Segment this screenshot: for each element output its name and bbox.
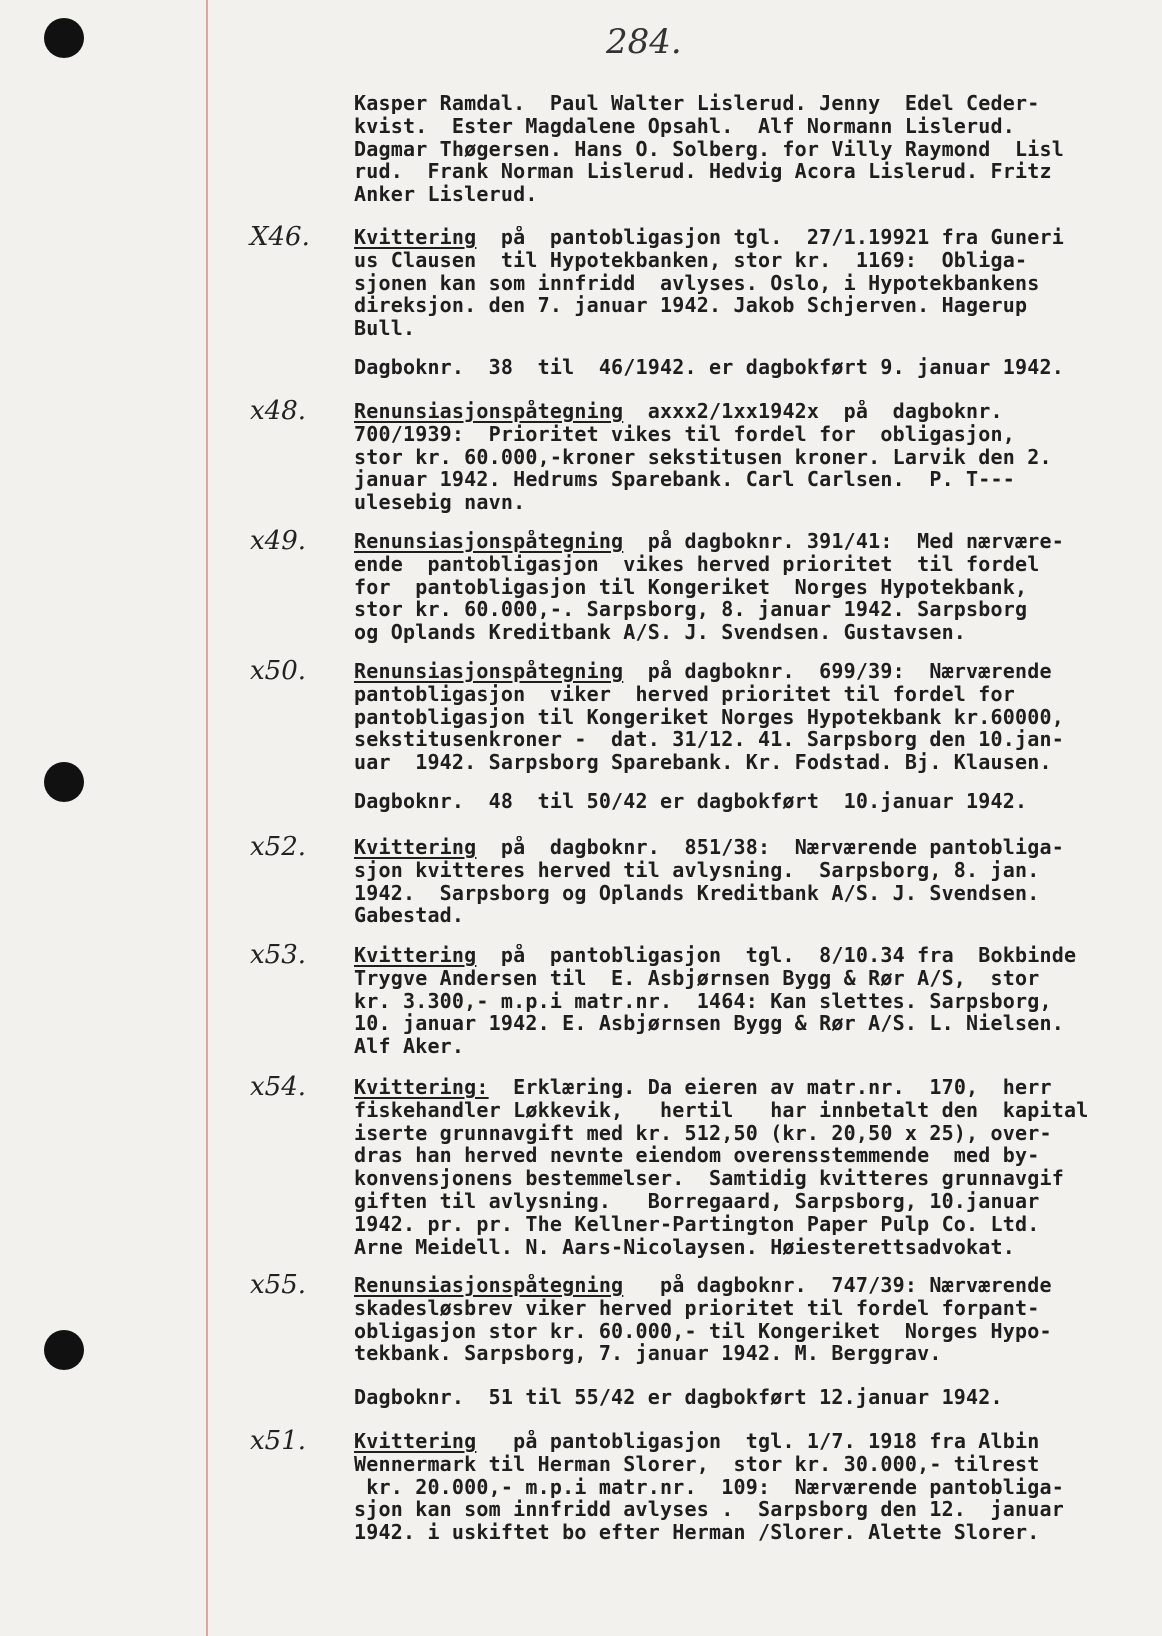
entry-heading: Kvittering (354, 944, 477, 967)
text-line: skadesløsbrev viker herved prioritet til fordel forpant- (354, 1296, 1040, 1320)
journal-entry (354, 530, 1150, 644)
journal-entry (354, 836, 1150, 927)
text-line: Alf Aker. (354, 1035, 465, 1058)
text-line: Kvittering på pantobligasjon tgl. 1/7. 1918 fra Albin (354, 1430, 1040, 1453)
text-line: uar 1942. Sarpsborg Sparebank. Kr. Fodstad. Bj. Klausen. (354, 751, 1052, 774)
text-line: stor kr. 60.000,-kroner sekstitusen kroner. Larvik den 2. (354, 445, 1052, 469)
text-line: pantobligasjon viker herved prioritet til fordel for (354, 682, 1016, 706)
journal-entry (354, 400, 1150, 514)
text-line: Dagboknr. 38 til 46/1942. er dagbokført 9. januar 1942. (354, 356, 1064, 379)
text-line: Renunsiasjonspåtegning axxx2/1xx1942x på dagboknr. (354, 400, 1003, 423)
text-line: Kvittering på pantobligasjon tgl. 8/10.34 fra Bokbinde (354, 944, 1077, 967)
binder-hole-middle (44, 762, 84, 802)
text-line: 10. januar 1942. E. Asbjørnsen Bygg & Rør A/S. L. Nielsen. (354, 1012, 1064, 1036)
entry-heading: Kvittering (354, 836, 477, 859)
text-line: Gabestad. (354, 904, 465, 928)
text-line: rud. Frank Norman Lislerud. Hedvig Acora Lislerud. Fritz (354, 160, 1052, 184)
text-line: og Oplands Kreditbank A/S. J. Svendsen. Gustavsen. (354, 621, 967, 644)
text-line: tekbank. Sarpsborg, 7. januar 1942. M. Berggrav. (354, 1342, 942, 1366)
text-line: sjonen kan som innfridd avlyses. Oslo, i Hypotekbankens (354, 271, 1040, 295)
text-line: for pantobligasjon til Kongeriket Norges Hypotekbank, (354, 575, 1028, 599)
text-line: fiskehandler Løkkevik, hertil har innbetalt den kapital (354, 1098, 1089, 1122)
text-line: kr. 3.300,- m.p.i matr.nr. 1464: Kan slettes. Sarpsborg, (354, 989, 1052, 1013)
entry-number: x48. (250, 396, 307, 426)
text-line: sjon kan som innfridd avlyses . Sarpsborg den 12. januar (354, 1498, 1064, 1522)
text-line: kvist. Ester Magdalene Opsahl. Alf Normann Lislerud. (354, 114, 1016, 138)
text-line: Trygve Andersen til E. Asbjørnsen Bygg & Rør A/S, stor (354, 966, 1040, 990)
dagbok-summary (354, 790, 1150, 813)
entry-heading: Kvittering (354, 226, 477, 249)
text-line: Anker Lislerud. (354, 183, 538, 206)
text-line: Dagmar Thøgersen. Hans O. Solberg. for Villy Raymond Lisl (354, 137, 1064, 161)
text-line: Renunsiasjonspåtegning på dagboknr. 747/39: Nærværende (354, 1274, 1052, 1297)
entry-heading: Kvittering: (354, 1076, 489, 1099)
text-line: ende pantobligasjon vikes herved prioritet til fordel (354, 552, 1040, 576)
binder-hole-top (44, 18, 84, 58)
text-line: Renunsiasjonspåtegning på dagboknr. 699/39: Nærværende (354, 660, 1052, 683)
entry-heading: Renunsiasjonspåtegning (354, 530, 624, 553)
entry-heading: Kvittering (354, 1430, 477, 1453)
journal-entry (354, 944, 1150, 1058)
entry-heading: Renunsiasjonspåtegning (354, 1274, 624, 1297)
text-line: sekstitusenkroner - dat. 31/12. 41. Sarpsborg den 10.jan- (354, 728, 1064, 752)
text-line: sjon kvitteres herved til avlysning. Sarpsborg, 8. jan. (354, 858, 1040, 882)
entry-number: X46. (250, 222, 310, 252)
text-line: Dagboknr. 48 til 50/42 er dagbokført 10.januar 1942. (354, 790, 1028, 813)
text-line: Kvittering: Erklæring. Da eieren av matr.nr. 170, herr (354, 1076, 1052, 1099)
text-line: kr. 20.000,- m.p.i matr.nr. 109: Nærværende pantobliga- (354, 1475, 1064, 1499)
text-line: Arne Meidell. N. Aars-Nicolaysen. Høiesterettsadvokat. (354, 1235, 1016, 1259)
entry-heading: Renunsiasjonspåtegning (354, 400, 624, 423)
text-line: Bull. (354, 317, 416, 340)
text-line: Kvittering på dagboknr. 851/38: Nærværende pantobliga- (354, 836, 1064, 859)
text-line: Dagboknr. 51 til 55/42 er dagbokført 12.januar 1942. (354, 1386, 1003, 1409)
entry-heading: Renunsiasjonspåtegning (354, 660, 624, 683)
journal-entry (354, 1274, 1150, 1365)
entry-number: x50. (250, 656, 307, 686)
text-line: Kasper Ramdal. Paul Walter Lislerud. Jenny Edel Ceder- (354, 92, 1040, 115)
text-line: konvensjonens bestemmelser. Samtidig kvitteres grunnavgif (354, 1167, 1064, 1190)
text-line: Renunsiasjonspåtegning på dagboknr. 391/41: Med nærvære- (354, 530, 1064, 553)
text-line: us Clausen til Hypotekbanken, stor kr. 1169: Obliga- (354, 248, 1028, 272)
page-number: 284. (606, 22, 682, 62)
text-line: 700/1939: Prioritet vikes til fordel for obligasjon, (354, 422, 1016, 446)
entry-number: x54. (250, 1072, 307, 1102)
intro-paragraph (354, 92, 1150, 206)
text-line: direksjon. den 7. januar 1942. Jakob Schjerven. Hagerup (354, 294, 1028, 318)
entry-number: x55. (250, 1270, 307, 1300)
journal-entry (354, 226, 1150, 340)
text-line: Wennermark til Herman Slorer, stor kr. 30.000,- tilrest (354, 1452, 1040, 1476)
entry-number: x49. (250, 526, 307, 556)
text-line: 1942. Sarpsborg og Oplands Kreditbank A/S. J. Svendsen. (354, 881, 1040, 905)
journal-entry (354, 1076, 1150, 1258)
entry-number: x51. (250, 1426, 307, 1456)
text-line: stor kr. 60.000,-. Sarpsborg, 8. januar 1942. Sarpsborg (354, 598, 1028, 622)
dagbok-summary (354, 1386, 1150, 1409)
dagbok-summary (354, 356, 1150, 379)
text-line: Kvittering på pantobligasjon tgl. 27/1.19921 fra Guneri (354, 226, 1064, 249)
text-line: pantobligasjon til Kongeriket Norges Hypotekbank kr.60000, (354, 705, 1064, 729)
binder-hole-bottom (44, 1330, 84, 1370)
entry-number: x53. (250, 940, 307, 970)
margin-rule (206, 0, 208, 1636)
text-line: ulesebig navn. (354, 491, 526, 514)
text-line: 1942. pr. pr. The Kellner-Partington Paper Pulp Co. Ltd. (354, 1212, 1040, 1236)
text-line: januar 1942. Hedrums Sparebank. Carl Carlsen. P. T--- (354, 468, 1016, 492)
text-line: iserte grunnavgift med kr. 512,50 (kr. 20,50 x 25), over- (354, 1121, 1052, 1145)
text-line: giften til avlysning. Borregaard, Sarpsborg, 10.januar (354, 1189, 1040, 1213)
journal-entry (354, 1430, 1150, 1544)
entry-number: x52. (250, 832, 307, 862)
journal-entry (354, 660, 1150, 774)
text-line: 1942. i uskiftet bo efter Herman /Slorer. Alette Slorer. (354, 1521, 1040, 1544)
text-line: dras han herved nevnte eiendom overensstemmende med by- (354, 1144, 1040, 1168)
text-line: obligasjon stor kr. 60.000,- til Kongeriket Norges Hypo- (354, 1319, 1052, 1343)
